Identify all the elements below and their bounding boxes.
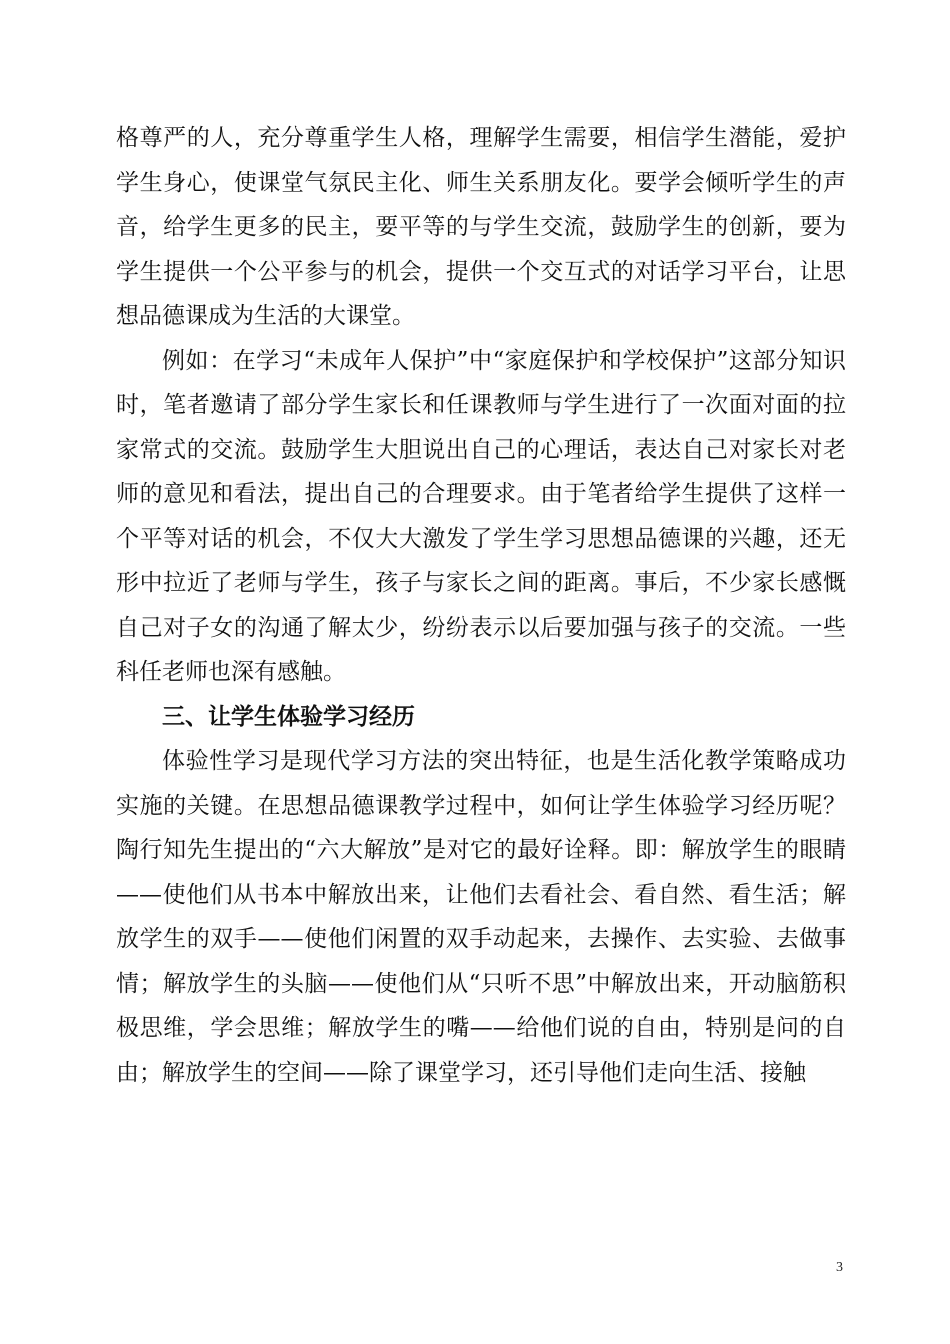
paragraph-continued: 格尊严的人，充分尊重学生人格，理解学生需要，相信学生潜能，爱护学生身心，使课堂气氛民主化、师生关系朋友化。要学会倾听学生的声音，给学生更多的民主，要平等的与学生交流，鼓励学生的创新，要为学生提供一个公平参与的机会，提供一个交互式的对话学习平台，让思想品德课成为生活的大课堂。 (116, 125, 846, 329)
section-heading: 三、让学生体验学习经历 (162, 703, 415, 730)
paragraph-example: 例如：在学习“未成年人保护”中“家庭保护和学校保护”这部分知识时，笔者邀请了部分学生家长和任课教师与学生进行了一次面对面的拉家常式的交流。鼓励学生大胆说出自己的心理话，表达自己对家长对老师的意见和看法，提出自己的合理要求。由于笔者给学生提供了这样一个平等对话的机会，不仅大大激发了学生学习思想品德课的兴趣，还无形中拉近了老师与学生，孩子与家长之间的距离。事后，不少家长感慨自己对子女的沟通了解太少，纷纷表示以后要加强与孩子的交流。一些科任老师也深有感触。 (116, 347, 846, 685)
page-number: 3 (836, 1260, 843, 1275)
paragraph-experience: 体验性学习是现代学习方法的突出特征，也是生活化教学策略成功实施的关键。在思想品德课教学过程中，如何让学生体验学习经历呢？陶行知先生提出的“六大解放”是对它的最好诠释。即：解放学生的眼睛——使他们从书本中解放出来，让他们去看社会、看自然、看生活；解放学生的双手——使他们闲置的双手动起来，去操作、去实验、去做事情；解放学生的头脑——使他们从“只听不思”中解放出来，开动脑筋积极思维，学会思维；解放学生的嘴——给他们说的自由，特别是问的自由；解放学生的空间——除了课堂学习，还引导他们走向生活、接触 (116, 748, 846, 1086)
page-body (116, 116, 846, 1095)
